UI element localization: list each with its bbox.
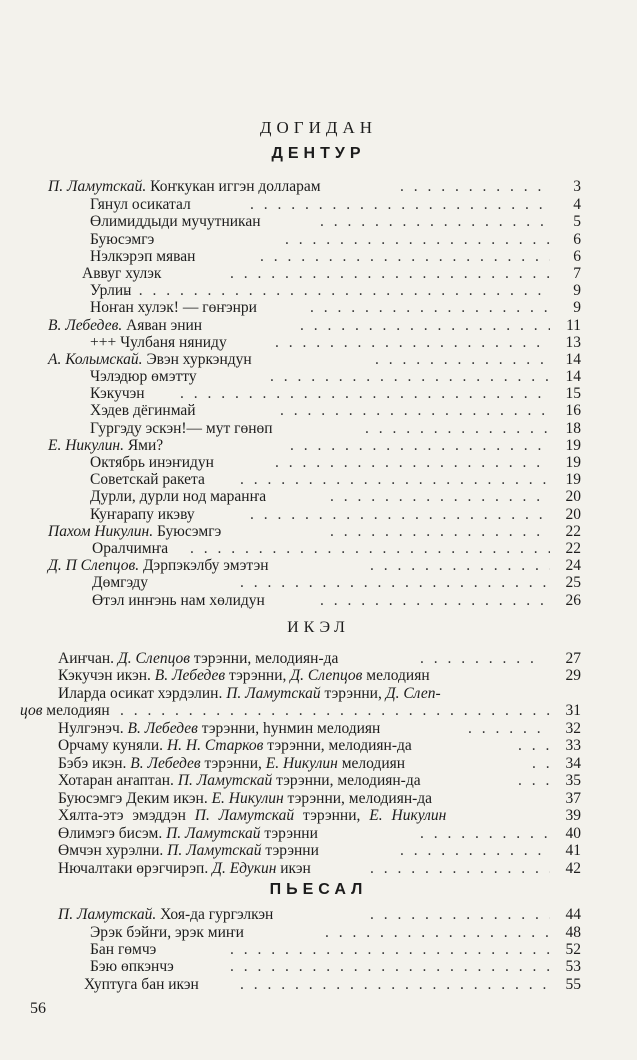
page-number: 5 xyxy=(573,213,581,230)
dot-leader xyxy=(230,265,550,283)
dot-leader xyxy=(330,488,550,506)
page-number: 44 xyxy=(565,906,581,923)
entry-title: Дурли, дурли нод маранҥа xyxy=(90,488,267,505)
page-number: 13 xyxy=(565,334,581,351)
dot-leader xyxy=(370,906,550,924)
entry-title: Нэлкэрэп мяван xyxy=(90,248,196,265)
page-number: 22 xyxy=(565,523,581,540)
page-number: 20 xyxy=(565,488,581,505)
heading-dentur: ДЕНТУР xyxy=(271,145,366,162)
toc-row xyxy=(0,557,637,575)
dot-leader xyxy=(250,196,550,214)
page-number: 29 xyxy=(565,667,581,684)
toc-row xyxy=(0,351,637,369)
page-number: 39 xyxy=(565,807,581,824)
toc-row: Орчаму куняли. Н. Н. Старков тэрэнни, мелодиян-да . . . 33 xyxy=(0,737,637,755)
page-number: 20 xyxy=(565,506,581,523)
toc-row xyxy=(0,317,637,335)
dot-leader xyxy=(250,506,550,524)
toc-row: Иларда осикат хэрдэлин. П. Ламутскай тэрэнни, Д. Слеп- xyxy=(58,685,441,702)
dot-leader xyxy=(240,976,550,994)
heading-pesal: ПЬЕСАЛ xyxy=(269,881,368,898)
entry-title: Хоя-да гургэлкэн xyxy=(160,906,274,923)
entry-title: Куҥарапу икэву xyxy=(90,506,195,523)
dot-leader xyxy=(375,351,550,369)
toc-row: Кэкучэн икэн. В. Лебедев тэрэнни, Д. Слепцов мелодиян 29 xyxy=(58,667,581,684)
entry-title: Өтэл инҥэнь нам хөлидун xyxy=(92,592,265,609)
page-number: 3 xyxy=(573,178,581,195)
page-number: 48 xyxy=(565,924,581,941)
entry-title: Ноҥан хулэк! — гөҥэнри xyxy=(90,299,257,316)
toc-row xyxy=(0,420,637,438)
entry-title: +++ Чулбаня няниду xyxy=(90,334,227,351)
toc-row xyxy=(0,437,637,455)
page-number: 4 xyxy=(573,196,581,213)
toc-row: Буюсэмгэ Деким икэн. Е. Никулин тэрэнни, мелодиян-да 37 xyxy=(58,790,581,807)
toc-row: цов мелодиян . . . 31 xyxy=(0,702,637,720)
entry-title: Оралчимҥа xyxy=(92,540,169,557)
heading-ikel: ИКЭЛ xyxy=(287,619,350,636)
dot-leader xyxy=(300,317,550,335)
page-number: 22 xyxy=(565,540,581,557)
dot-leader xyxy=(320,213,550,231)
dot-leader xyxy=(260,248,550,266)
dot-leader xyxy=(400,178,550,196)
entry-title: Хэдев дёгинмай xyxy=(90,402,196,419)
toc-row xyxy=(0,385,637,403)
toc-row: Аиҥчан. Д. Слепцов тэрэнни, мелодиян-да . . . 27 xyxy=(0,650,637,668)
page-number: 35 xyxy=(565,772,581,789)
dot-leader xyxy=(125,282,550,300)
heading-dogidan: ДОГИДАН xyxy=(259,118,378,137)
toc-row xyxy=(0,334,637,352)
toc-row xyxy=(0,368,637,386)
toc-row xyxy=(0,471,637,489)
entry-title: Бэю өпкэнчэ xyxy=(90,958,174,975)
page-number: 7 xyxy=(573,265,581,282)
entry-title: Буюсэмгэ xyxy=(90,231,155,248)
entry-title: Кэкучэн xyxy=(90,385,145,402)
page-number: 19 xyxy=(565,471,581,488)
dot-leader xyxy=(325,924,550,942)
page-number: 32 xyxy=(565,720,581,737)
toc-row xyxy=(0,523,637,541)
page-number: 14 xyxy=(565,368,581,385)
page-number: 16 xyxy=(565,402,581,419)
page-number: 14 xyxy=(565,351,581,368)
dot-leader xyxy=(275,454,550,472)
page-number: 18 xyxy=(565,420,581,437)
toc-row xyxy=(0,178,637,196)
dot-leader xyxy=(280,402,550,420)
toc-row xyxy=(0,488,637,506)
toc-row: Нючалтаки өрэгчирэп. Д. Едукин икэн . . . 42 xyxy=(0,860,637,878)
dot-leader xyxy=(230,941,550,959)
entry-author: Пахом Никулин. xyxy=(48,523,154,540)
page-number: 6 xyxy=(573,231,581,248)
dot-leader xyxy=(275,334,550,352)
dot-leader xyxy=(330,523,550,541)
page-number: 15 xyxy=(565,385,581,402)
page-number: 6 xyxy=(573,248,581,265)
page-number: 52 xyxy=(565,941,581,958)
page-number: 40 xyxy=(565,825,581,842)
toc-row xyxy=(0,282,637,300)
entry-author: Е. Никулин. xyxy=(48,437,124,454)
entry-author: В. Лебедев. xyxy=(48,317,123,334)
entry-author: П. Ламутскай. xyxy=(58,906,157,923)
entry-title: Дөмгэду xyxy=(92,574,148,591)
dot-leader xyxy=(180,385,550,403)
toc-row xyxy=(0,574,637,592)
page-number: 27 xyxy=(565,650,581,667)
page-number: 9 xyxy=(573,299,581,316)
entry-title: Өлимиддыди мучутникан xyxy=(90,213,261,230)
toc-row: Өмчэн хурэлни. П. Ламутскай тэрэнни . . . 41 xyxy=(0,842,637,860)
toc-row xyxy=(0,454,637,472)
page-number: 33 xyxy=(565,737,581,754)
page-number: 34 xyxy=(565,755,581,772)
entry-title: Чэлэдюр өмэтту xyxy=(90,368,197,385)
dot-leader xyxy=(230,958,550,976)
dot-leader xyxy=(290,437,550,455)
entry-title: Хуптуга бан икэн xyxy=(84,976,199,993)
toc-row xyxy=(0,592,637,610)
toc-row xyxy=(0,248,637,266)
entry-title: Октябрь инэҥидун xyxy=(90,454,214,471)
page-number: 42 xyxy=(565,860,581,877)
dot-leader xyxy=(270,368,550,386)
page-number: 53 xyxy=(565,958,581,975)
dot-leader xyxy=(310,299,550,317)
toc-row xyxy=(0,906,637,924)
page-number: 26 xyxy=(565,592,581,609)
dot-leader xyxy=(365,420,550,438)
page-number: 25 xyxy=(565,574,581,591)
toc-row xyxy=(0,958,637,976)
toc-row: Хялта-этэ эмэддэн П. Ламутскай тэрэнни, Е. Никулин 39 xyxy=(58,807,581,824)
page-number: 41 xyxy=(565,842,581,859)
page-number: 37 xyxy=(565,790,581,807)
toc-row xyxy=(0,540,637,558)
toc-row xyxy=(0,976,637,994)
entry-title: Советскай ракета xyxy=(90,471,205,488)
entry-title: Дэрпэкэлбу эмэтэн xyxy=(142,557,269,574)
entry-title: Урлин xyxy=(90,282,132,299)
entry-title: Бан гөмчэ xyxy=(90,941,157,958)
dot-leader xyxy=(190,540,550,558)
toc-row xyxy=(0,924,637,942)
toc-row xyxy=(0,265,637,283)
entry-author: П. Ламутскай. xyxy=(48,178,147,195)
entry-author: Д. П Слепцов. xyxy=(48,557,140,574)
entry-title: Гянул осикатал xyxy=(90,196,191,213)
entry-title: Ями? xyxy=(127,437,164,454)
dot-leader xyxy=(240,471,550,489)
toc-row xyxy=(0,231,637,249)
page-number: 11 xyxy=(566,317,581,334)
toc-row: Хотаран аҥаптан. П. Ламутскай тэрэнни, мелодиян-да . . . 35 xyxy=(0,772,637,790)
entry-author: А. Колымскай. xyxy=(48,351,143,368)
toc-row xyxy=(0,213,637,231)
dot-leader xyxy=(240,574,550,592)
entry-title: Эрэк бэйҥи, эрэк миҥи xyxy=(90,924,244,941)
toc-row: Бэбэ икэн. В. Лебедев тэрэнни, Е. Никулин мелодиян . . . 34 xyxy=(0,755,637,773)
page-number: 24 xyxy=(565,557,581,574)
entry-title: Гургэду эскэн!— мут гөнөп xyxy=(90,420,273,437)
entry-title: Аввуг хулэк xyxy=(82,265,162,282)
page-number: 31 xyxy=(565,702,581,719)
page-number: 19 xyxy=(565,437,581,454)
dot-leader xyxy=(320,592,550,610)
dot-leader xyxy=(285,231,550,249)
entry-title: Буюсэмгэ xyxy=(156,523,222,540)
toc-row xyxy=(0,299,637,317)
page-number: 19 xyxy=(565,454,581,471)
page-folio: 56 xyxy=(30,1000,46,1017)
dot-leader xyxy=(370,557,550,575)
toc-row: Өлимэгэ бисэм. П. Ламутскай тэрэнни . . . 40 xyxy=(0,825,637,843)
toc-row xyxy=(0,506,637,524)
page-number: 55 xyxy=(565,976,581,993)
page-number: 9 xyxy=(573,282,581,299)
entry-title: Коҥкукан иггэн долларам xyxy=(150,178,321,195)
entry-title: Эвэн хуркэндун xyxy=(146,351,252,368)
toc-row xyxy=(0,196,637,214)
toc-row: Нулгэнэч. В. Лебедев тэрэнни, һунмин мелодиян . . . 32 xyxy=(0,720,637,738)
entry-title: Аяван энин xyxy=(126,317,203,334)
toc-row xyxy=(0,941,637,959)
toc-row xyxy=(0,402,637,420)
